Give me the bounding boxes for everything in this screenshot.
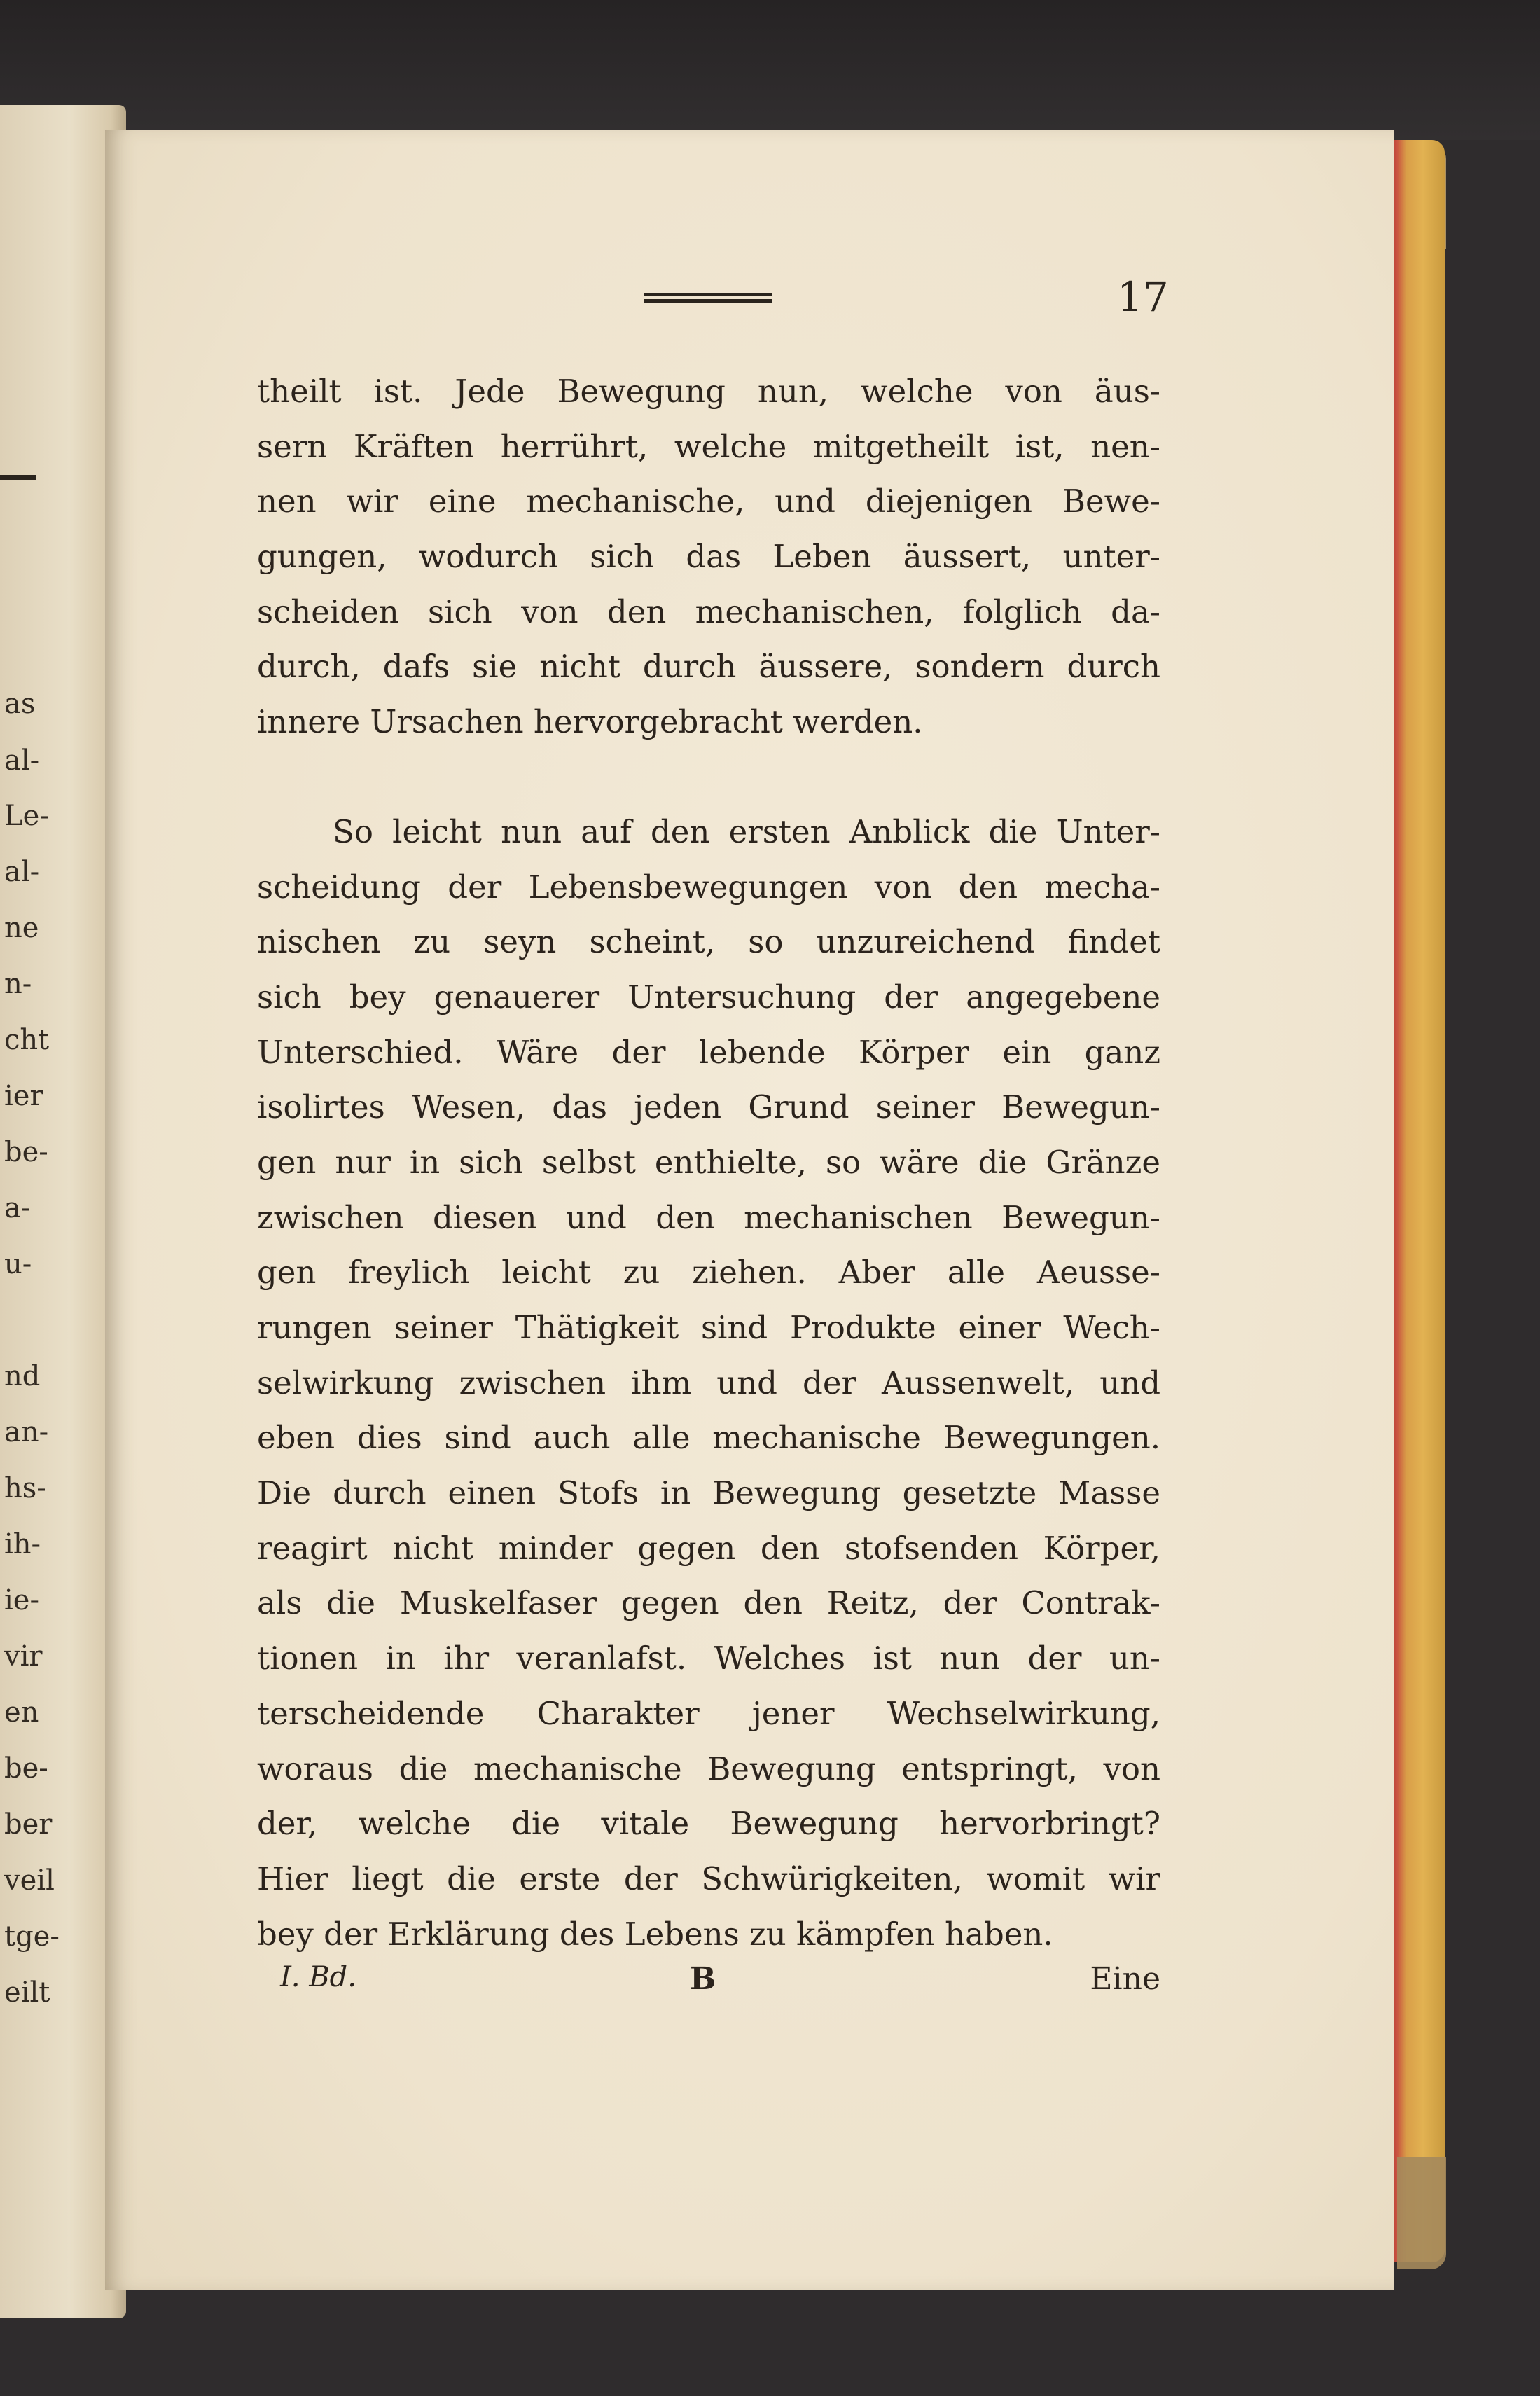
facing-page-fragment: eilt — [4, 1976, 50, 2009]
facing-page-fragment: an- — [4, 1416, 49, 1448]
header-rule — [644, 293, 772, 303]
page-number: 17 — [1117, 273, 1169, 321]
text-line: Unterschied. Wäre der lebende Körper ein ganz — [257, 1033, 1160, 1071]
text-line: gungen, wodurch sich das Leben äussert, unter- — [257, 538, 1160, 576]
signature-mark: B — [690, 1961, 716, 1997]
facing-page-fragment: ber — [4, 1808, 53, 1841]
facing-page-fragment: al- — [4, 856, 40, 888]
text-line: selwirkung zwischen ihm und der Aussenwelt, und — [257, 1364, 1160, 1401]
volume-signature: I. Bd. — [280, 1961, 356, 1993]
text-line: theilt ist. Jede Bewegung nun, welche von äus- — [257, 373, 1160, 410]
text-line: scheiden sich von den mechanischen, folglich da- — [257, 593, 1160, 630]
facing-page-rule — [0, 475, 36, 480]
body-text — [257, 364, 1160, 1962]
text-line: isolirtes Wesen, das jeden Grund seiner Bewegun- — [257, 1088, 1160, 1126]
text-line: scheidung der Lebensbewegungen von den mecha- — [257, 868, 1160, 906]
paragraph-gap — [257, 750, 1160, 805]
facing-page-fragment: n- — [4, 968, 32, 1000]
text-line: woraus die mechanische Bewegung entspringt, von — [257, 1750, 1160, 1787]
text-line: eben dies sind auch alle mechanische Bewegungen. — [257, 1419, 1160, 1457]
text-line: durch, dafs sie nicht durch äussere, sondern durch — [257, 648, 1160, 686]
text-line: Hier liegt die erste der Schwürigkeiten, womit wir — [257, 1860, 1160, 1897]
text-line: nen wir eine mechanische, und diejenigen Bewe- — [257, 483, 1160, 520]
facing-page-fragment: nd — [4, 1360, 41, 1392]
facing-page-fragment: a- — [4, 1192, 31, 1224]
book-edge-bottom-wear — [1397, 2157, 1446, 2269]
text-line: Die durch einen Stofs in Bewegung gesetzte Masse — [257, 1474, 1160, 1512]
facing-page-fragment: tge- — [4, 1920, 60, 1953]
facing-page-fragment: be- — [4, 1752, 48, 1785]
facing-page-fragment: veil — [4, 1864, 55, 1897]
facing-page-fragment: ie- — [4, 1584, 39, 1616]
text-line: tionen in ihr veranlafst. Welches ist nun der un- — [257, 1640, 1160, 1677]
text-line: terscheidende Charakter jener Wechselwirkung, — [257, 1694, 1160, 1732]
text-line: der, welche die vitale Bewegung hervorbringt? — [257, 1805, 1160, 1843]
facing-page-fragment: en — [4, 1696, 39, 1729]
text-line: rungen seiner Thätigkeit sind Produkte einer Wech- — [257, 1309, 1160, 1346]
facing-page-fragment: ne — [4, 912, 39, 944]
facing-page-fragment: Le- — [4, 800, 49, 832]
text-line: gen freylich leicht zu ziehen. Aber alle Aeusse- — [257, 1254, 1160, 1292]
text-line: bey der Erklärung des Lebens zu kämpfen haben. — [257, 1915, 1053, 1953]
text-line: als die Muskelfaser gegen den Reitz, der Contrak- — [257, 1584, 1160, 1622]
facing-page-fragment: cht — [4, 1024, 50, 1056]
facing-page-fragment: ih- — [4, 1528, 41, 1560]
catchword: Eine — [1090, 1961, 1160, 1997]
facing-page-fragment: u- — [4, 1248, 32, 1280]
text-line: nischen zu seyn scheint, so unzureichend findet — [257, 923, 1160, 961]
page-footer — [280, 1961, 1160, 2003]
facing-page-fragment: ier — [4, 1080, 43, 1112]
text-line: gen nur in sich selbst enthielte, so wäre die Gränze — [257, 1143, 1160, 1181]
backdrop — [0, 0, 1540, 140]
facing-page-fragment: al- — [4, 745, 40, 777]
text-line: sich bey genauerer Untersuchung der angegebene — [257, 978, 1160, 1016]
facing-page-fragment: vir — [4, 1640, 43, 1673]
facing-page-fragment: as — [4, 688, 36, 720]
facing-page-fragment: hs- — [4, 1472, 46, 1504]
text-line: reagirt nicht minder gegen den stofsenden Körper, — [257, 1529, 1160, 1567]
text-line: innere Ursachen hervorgebracht werden. — [257, 703, 923, 741]
book-spine-edge — [1390, 140, 1445, 2262]
text-line: sern Kräften herrührt, welche mitgetheilt ist, nen- — [257, 427, 1160, 465]
facing-page-fragment: be- — [4, 1136, 48, 1168]
text-line: zwischen diesen und den mechanischen Bewegun- — [257, 1198, 1160, 1236]
text-line: So leicht nun auf den ersten Anblick die Unter- — [333, 812, 1160, 850]
